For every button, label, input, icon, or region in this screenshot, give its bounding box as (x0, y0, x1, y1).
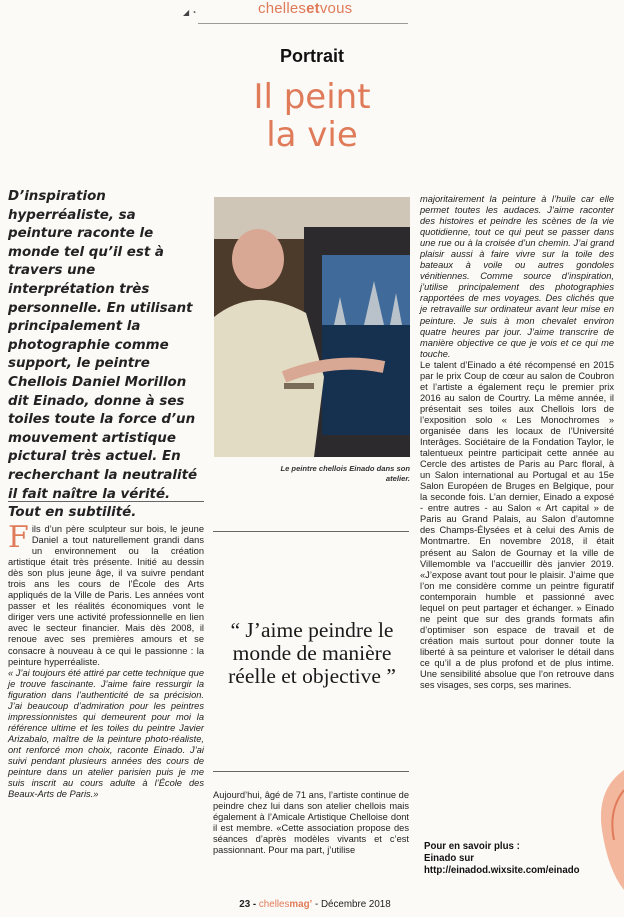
article-intro: D’inspiration hyperréaliste, sa peinture raconte le monde tel qu’il est à travers une interprétation très personnelle. En utilisant principalement la photographie comme support, le peintre Chellois Daniel Morillon dit Einado, donne à ses toiles toute la force d’un mouvement artistique pictural très actuel. En recherchant la neutralité il fait naître la vérité. Tout en subtilité. (8, 189, 198, 521)
painter-photo-illustration (214, 197, 410, 457)
col3-paragraph-2: Le talent d’Einado a été récompensé en 2015 par le prix Coup de cœur au salon de Coubron et l’artiste a également reçu le premier prix 2016 au salon de Courtry. La même année, il présentait ses toiles aux Chellois lors de l’exposition solo « Les Monochromes » organisée dans les locaux de l’Université Interâges. Sociétaire de la Fondation Taylor, le talentueux peintre participait cette année au Cercle des artistes de Paris au Parc floral, à un Salon international au Portugal et au 15e Salon Européen de Bruges en Belgique, pour la seconde fois. L’an dernier, Einado a exposé - entre autres - au Salon « Art capital » de Paris au Grand Palais, au Salon d’automne des Champs-Élysées et à celui des Amis de Montmartre. En novembre 2018, il était présent au Salon de Gournay et la ville de Villemomble va l’accueillir dès janvier 2019. «J’expose avant tout pour le plaisir. J’aime que l’on me considère comme un peintre figuratif contemporain humble et passionné avec lequel on peut partager et échanger. » Einado ne peint que sur des grands formats afin d’optimiser son espace de travail et de création mais surtout pour donner toute la liberté à sa peinture et valoriser le détail dans ce qu’il a de plus profond et de plus intime. Une sensibilité absolue que l’on retrouve dans ses visages, ses corps, ses marines. (420, 359, 614, 691)
pull-quote: “ J’aime peindre le monde de manière réelle et objective ” (228, 618, 396, 688)
header-icons: ◢ ◔ (183, 8, 197, 17)
footer-magazine (259, 899, 312, 910)
masthead (258, 0, 352, 17)
col2-paragraph-1: Aujourd’hui, âgé de 71 ans, l’artiste continue de peindre chez lui dans son atelier chellois mais également à l’Amicale Artistique Chelloise dont il est membre. «Cette association propose des séances d’après modèles vivants et c’est passionnant. Pour ma part, j’utilise (213, 790, 409, 856)
photo-caption: Le peintre chellois Einado dans son atelier. (280, 464, 410, 483)
title-line-1: Il peint (253, 77, 371, 117)
decorative-ornament (592, 770, 624, 890)
footer-page-number: 23 - (239, 899, 257, 910)
footer-mag-chelles: chelles (258, 899, 290, 910)
quote-rule-top (213, 531, 409, 532)
page-header (0, 0, 624, 24)
page-footer (190, 899, 440, 910)
body-column-1 (8, 520, 204, 800)
footer-date: - Décembre 2018 (312, 899, 391, 910)
article-title (212, 78, 412, 154)
title-line-2: la vie (266, 115, 358, 155)
intro-rule (8, 501, 204, 502)
col1-paragraph-2: « J’ai toujours été attiré par cette technique que je trouve fascinante. J’aime faire ressurgir la figuration dans l’authenticité de sa précision. J’ai beaucoup d’admiration pour les peintres impressionnistes qui demeurent pour moi la référence ultime et les toiles du peintre Javier Arizabalo, maître de la peinture photo-réaliste, ont renforcé mon choix, raconte Einado. J’ai suivi pendant plusieurs années des cours de peinture dans un atelier parisien puis je me suis inscrit au cours adulte à l’École des Beaux-Arts de Paris.» (8, 667, 204, 800)
dropcap: F (8, 520, 29, 555)
section-label: Portrait (279, 46, 344, 66)
footer-mag-mag: mag’ (289, 899, 313, 910)
masthead-et: et (306, 0, 320, 17)
masthead-vous: vous (319, 0, 353, 17)
col3-paragraph-1: majoritairement la peinture à l’huile car elle permet toutes les audaces. J’aime raconter des histoires et peindre les scènes de la vie quotidienne, tout ce qui peut se passer dans une rue ou à la croisée d’un chemin. J’ai grand plaisir aussi à faire vivre sur la toile des bateaux à voile ou autres gondoles vénitiennes. Comme source d’inspiration, j’utilise principalement des photographies rapportées de mes voyages. Des clichés que je retravaille sur ordinateur avant leur mise en peinture. Je suis à mon chevalet environ quatre heures par jour. J’aime transcrire de manière objective ce que je vois et ce qui me touche. (420, 194, 614, 359)
article-photo (214, 197, 410, 457)
body-column-2 (213, 790, 409, 856)
header-rule (198, 23, 408, 24)
more-info (424, 841, 618, 877)
more-info-label: Pour en savoir plus : (424, 841, 520, 852)
masthead-chelles: chelles (258, 0, 307, 17)
more-info-link[interactable]: Einado sur http://einadod.wixsite.com/einado (424, 853, 580, 876)
col1-paragraph-1-text: ils d’un père sculpteur sur bois, le jeune Daniel a tout naturellement grandi dans un environnement ou la création artistique était très présente. Initié au dessin dès son plus jeune âge, il va suivre pendant trois ans les cours de l’École des Arts appliqués de la Ville de Paris. Les années vont passer et les réalités économiques vont le diriger vers une activité professionnelle en lien avec le secteur financier. Mais dès 2008, il renoue avec ses premières amours et se consacre à nouveau à ce qui le passionne : la peinture hyperréaliste. (8, 524, 204, 667)
body-column-3 (420, 194, 614, 691)
quote-rule-bottom (213, 771, 409, 772)
col1-paragraph-1 (8, 520, 204, 668)
